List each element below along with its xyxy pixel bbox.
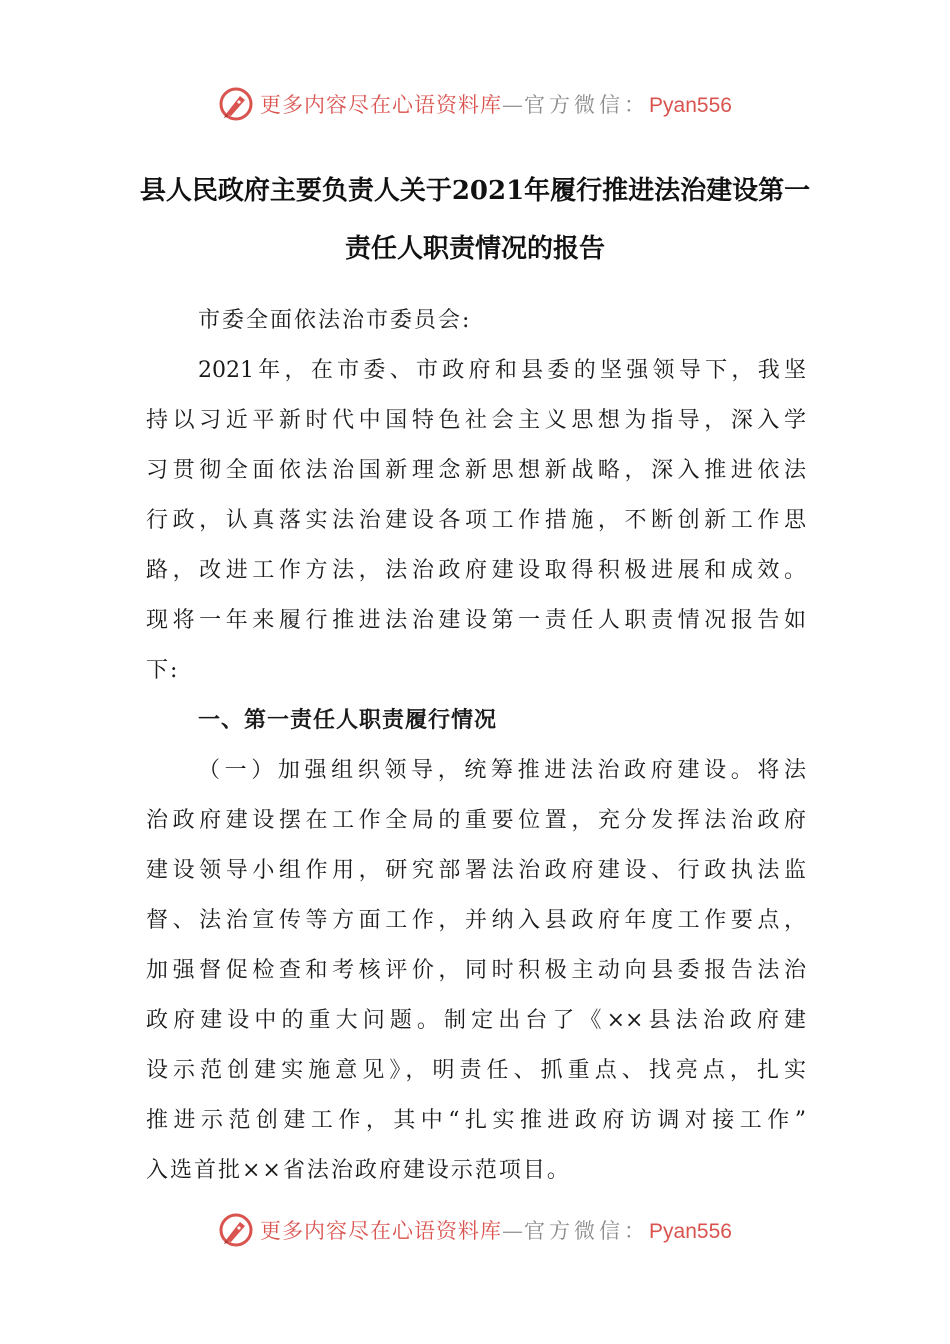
pen-nib-logo-icon [218, 1212, 254, 1248]
paragraph-2-line: 建设领导小组作用，研究部署法治政府建设、行政执法监 [146, 858, 806, 883]
watermark-id: Pyan556 [649, 1220, 732, 1243]
pen-nib-logo-icon [218, 86, 254, 122]
paragraph-1-line: 习贯彻全面依法治国新理念新思想新战略，深入推进依法 [146, 458, 806, 483]
paragraph-2-line: 设示范创建实施意见》，明责任、抓重点、找亮点，扎实 [146, 1058, 806, 1083]
watermark-text [260, 89, 732, 119]
watermark-label: 官方微信： [524, 1219, 650, 1243]
paragraph-2-line: 督、法治宣传等方面工作，并纳入县政府年度工作要点， [146, 908, 806, 933]
paragraph-1-line: 下: [146, 658, 180, 683]
watermark-text [260, 1215, 732, 1245]
watermark-main: 更多内容尽在心语资料库 [260, 1219, 503, 1243]
watermark-main: 更多内容尽在心语资料库 [260, 93, 503, 117]
document-body [146, 296, 806, 1196]
title-line-1: 县人民政府主要负责人关于2021年履行推进法治建设第一 [139, 176, 811, 206]
title-line-2: 责任人职责情况的报告 [344, 234, 605, 264]
header-watermark [0, 84, 950, 124]
footer-watermark [0, 1210, 950, 1250]
paragraph-1-line: 路，改进工作方法，法治政府建设取得积极进展和成效。 [146, 558, 806, 583]
watermark-label: 官方微信： [524, 93, 650, 117]
section-heading-1: 一、第一责任人职责履行情况 [198, 708, 498, 733]
paragraph-2-line: 入选首批××省法治政府建设示范项目。 [146, 1158, 571, 1183]
paragraph-1-line: 2021年，在市委、市政府和县委的坚强领导下，我坚 [198, 358, 806, 383]
paragraph-2-line: 加强督促检查和考核评价，同时积极主动向县委报告法治 [146, 958, 806, 983]
watermark-id: Pyan556 [649, 94, 732, 117]
paragraph-1-line: 现将一年来履行推进法治建设第一责任人职责情况报告如 [146, 608, 806, 633]
paragraph-1-line: 持以习近平新时代中国特色社会主义思想为指导，深入学 [146, 408, 806, 433]
paragraph-2-line: 推进示范创建工作，其中“扎实推进政府访调对接工作” [146, 1108, 806, 1133]
document-title [0, 162, 950, 278]
watermark-dash: — [502, 1219, 525, 1243]
paragraph-2-line: 治政府建设摆在工作全局的重要位置，充分发挥法治政府 [146, 808, 806, 833]
paragraph-2-line: （一）加强组织领导，统筹推进法治政府建设。将法 [198, 758, 806, 783]
paragraph-1-line: 行政，认真落实法治建设各项工作措施，不断创新工作思 [146, 508, 806, 533]
paragraph-2-line: 政府建设中的重大问题。制定出台了《××县法治政府建 [146, 1008, 806, 1033]
salutation: 市委全面依法治市委员会: [198, 308, 472, 333]
watermark-dash: — [502, 93, 525, 117]
